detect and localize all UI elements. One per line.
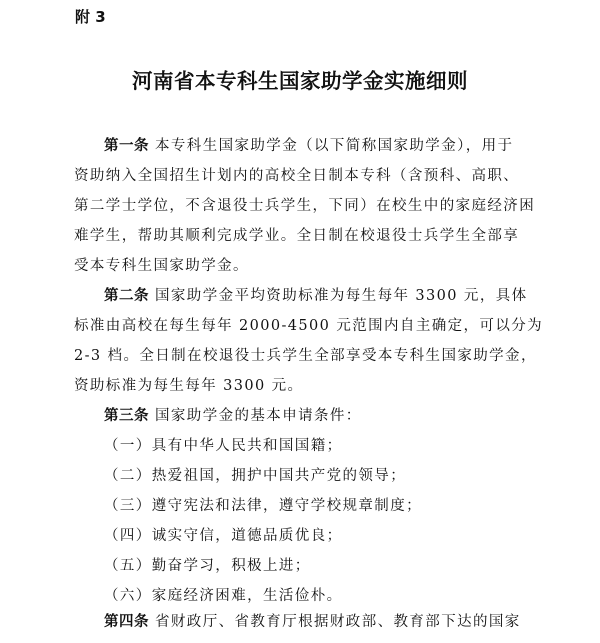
article-4-text-1: 省财政厅、省教育厅根据财政部、教育部下达的国家 [155,614,521,630]
article-2-label: 第二条 [104,288,149,304]
article-1-line-4: 难学生，帮助其顺利完成学业。全日制在校退役士兵学生全部享 [74,228,520,244]
article-4-line-1 [104,612,521,632]
article-3-item-2: （二）热爱祖国，拥护中国共产党的领导； [104,468,407,484]
article-1-line-1 [104,136,513,156]
article-3-item-1: （一）具有中华人民共和国国籍； [104,438,343,454]
article-3-line-1 [104,406,362,426]
article-3-item-4: （四）诚实守信，道德品质优良； [104,528,343,544]
article-3-item-5: （五）勤奋学习，积极上进； [104,558,311,574]
document-title: 河南省本专科生国家助学金实施细则 [132,69,468,93]
article-1-text-1: 本专科生国家助学金（以下简称国家助学金），用于 [155,138,514,154]
article-1-line-5: 受本专科生国家助学金。 [74,258,249,274]
article-2-line-1 [104,286,528,306]
article-4-label: 第四条 [104,614,149,630]
article-1-line-3: 第二学士学位，不含退役士兵学生，下同）在校生中的家庭经济困 [74,198,536,214]
article-1-label: 第一条 [104,138,149,154]
attachment-label: 附 3 [75,8,106,26]
article-3-item-3: （三）遵守宪法和法律，遵守学校规章制度； [104,498,422,514]
article-3-text-1: 国家助学金的基本申请条件： [155,408,362,424]
article-1-line-2: 资助纳入全国招生计划内的高校全日制本专科（含预科、高职、 [74,168,520,184]
article-3-item-6: （六）家庭经济困难，生活俭朴。 [104,588,343,604]
article-2-line-3: 2-3 档。全日制在校退役士兵学生全部享受本专科生国家助学金， [74,348,537,364]
article-3-label: 第三条 [104,408,149,424]
article-2-line-2: 标准由高校在每生每年 2000-4500 元范围内自主确定，可以分为 [74,318,544,334]
article-2-line-4: 资助标准为每生每年 3300 元。 [74,378,304,394]
article-2-text-1: 国家助学金平均资助标准为每生每年 3300 元，具体 [155,288,528,304]
